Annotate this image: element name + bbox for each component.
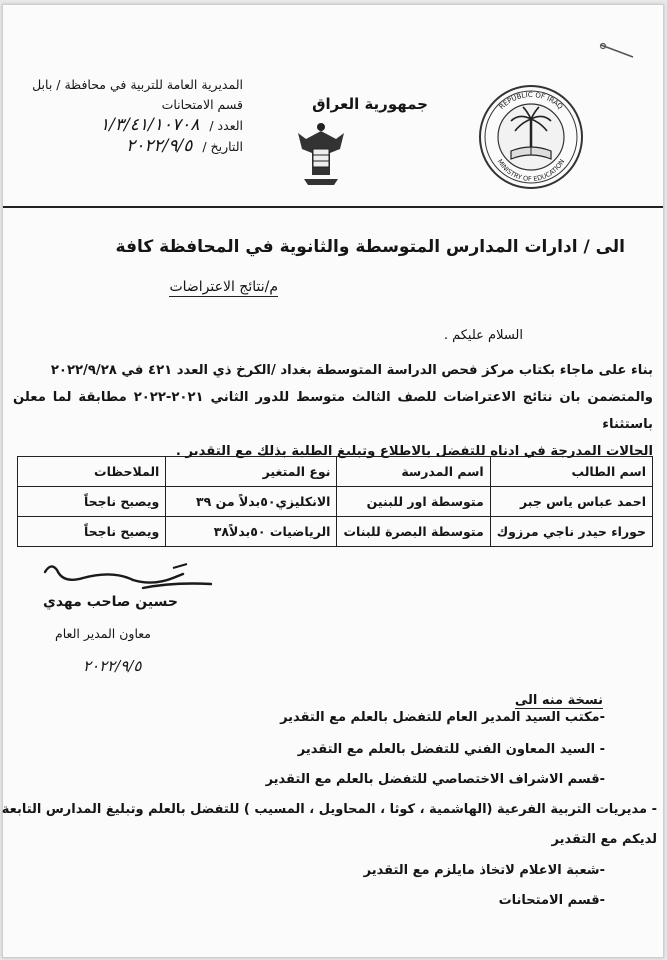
body-line: الحالات المدرجة في ادناه للتفضل بالاطلاع وتبليغ الطلبة بذلك مع التقدير . — [175, 444, 653, 459]
document-date — [13, 136, 243, 157]
copy-item: -قسم الاشراف الاختصاصي للتفضل بالعلم مع التقدير — [265, 772, 605, 787]
date-value: ٢٠٢٢/٩/٥ — [126, 136, 193, 156]
issuer-block — [13, 75, 243, 157]
subject-text: م/نتائج الاعتراضات — [169, 279, 278, 295]
student-name-cell: حوراء حيدر ناجي مرزوك — [490, 517, 652, 547]
notes-cell: ويصبح ناجحاً — [18, 517, 166, 547]
copy-item: -مكتب السيد المدير العام للتفضل بالعلم مع التقدير — [280, 710, 605, 725]
number-label: العدد / — [209, 118, 243, 133]
pin-icon — [599, 41, 639, 61]
iraq-eagle-emblem-icon — [296, 119, 346, 189]
table-header-row — [18, 457, 653, 487]
copy-item: لديكم مع التقدير — [551, 832, 657, 847]
notes-cell: ويصبح ناجحاً — [18, 487, 166, 517]
copy-item: -شعبة الاعلام لاتخاذ مايلزم مع التقدير — [363, 863, 605, 878]
document-number — [13, 115, 243, 136]
subject-line — [169, 279, 278, 295]
school-cell: متوسطة اور للبنين — [337, 487, 490, 517]
seal-bottom-text: MINISTRY OF EDUCATION — [495, 157, 567, 184]
copy-item: - السيد المعاون الفني للتفضل بالعلم مع التقدير — [297, 742, 605, 757]
recipient-line: الى / ادارات المدارس المتوسطة والثانوية في المحافظة كافة — [115, 237, 625, 257]
copies-title-text: نسخة منه الى — [514, 693, 603, 708]
school-cell: متوسطة البصرة للبنات — [337, 517, 490, 547]
number-value: ١/٣/٤١/١٠٧٠٨ — [100, 115, 200, 135]
copies-title — [515, 693, 603, 708]
column-header: اسم المدرسة — [337, 457, 490, 487]
letter-body — [13, 357, 653, 465]
results-table — [17, 456, 653, 547]
directorate-name: المديرية العامة للتربية في محافظة / بابل — [32, 77, 243, 92]
signature-icon — [23, 558, 213, 598]
signatory-title: معاون المدير العام — [55, 626, 152, 641]
column-header: نوع المتغير — [166, 457, 337, 487]
ministry-seal-icon — [477, 83, 585, 191]
student-name-cell: احمد عباس ياس جبر — [490, 487, 652, 517]
body-line: والمتضمن بان نتائج الاعتراضات للصف الثالث متوسط للدور الثاني ٢٠٢١-٢٠٢٢ مطابقة لما معلن باستثناء — [13, 390, 653, 432]
change-cell: الرياضيات ٥٠بدلاً٣٨ — [166, 517, 337, 547]
table-row — [18, 487, 653, 517]
change-cell: الانكليزي٥٠بدلاً من ٣٩ — [166, 487, 337, 517]
signatory-name: حسين صاحب مهدي — [43, 594, 178, 610]
document-page — [2, 4, 664, 958]
body-line: بناء على ماجاء بكتاب مركز فحص الدراسة المتوسطة بغداد /الكرخ ذي العدد ٤٢١ في ٢٠٢٢/٩/٢٨ — [50, 363, 653, 378]
column-header: الملاحظات — [18, 457, 166, 487]
seal-top-text: REPUBLIC OF IRAQ — [497, 90, 565, 112]
header-divider — [3, 206, 663, 208]
date-label: التاريخ / — [202, 139, 243, 154]
country-name: جمهورية العراق — [312, 95, 428, 113]
table-row — [18, 517, 653, 547]
greeting: السلام عليكم . — [443, 328, 523, 343]
copy-item: - مديريات التربية الفرعية (الهاشمية ، كوثا ، المحاويل ، المسيب ) للتفضل بالعلم وتبليغ المدارس التابعة — [1, 802, 657, 817]
signature-date: ٢٠٢٢/٩/٥ — [83, 657, 142, 675]
copy-item: -قسم الامتحانات — [498, 893, 605, 908]
department-name: قسم الامتحانات — [161, 97, 243, 112]
column-header: اسم الطالب — [490, 457, 652, 487]
